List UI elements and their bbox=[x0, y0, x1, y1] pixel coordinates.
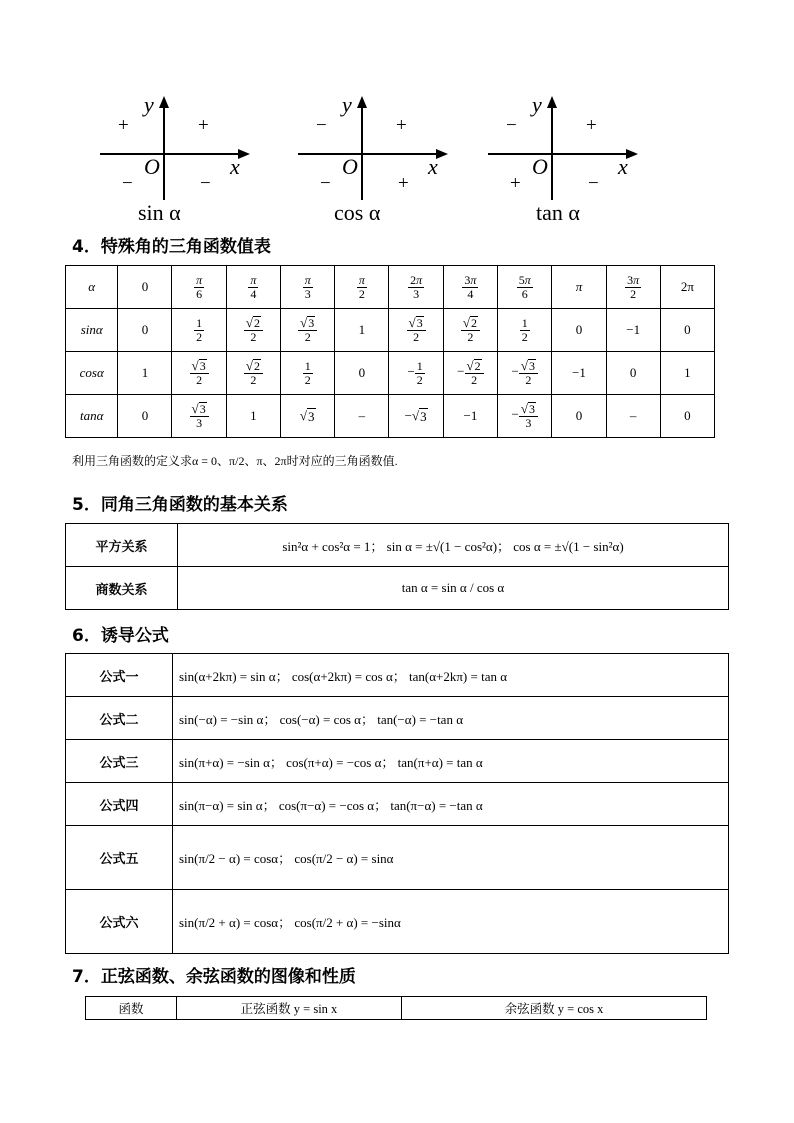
formula-content: sin(−α) = −sin α； cos(−α) = cos α； tan(−α) = −tan α bbox=[173, 697, 729, 740]
table-cell: −1 bbox=[606, 309, 660, 352]
table-cell: − √ 3 3 bbox=[498, 395, 552, 438]
table-cell: √ 3 2 bbox=[389, 309, 443, 352]
angle-5pi-6: $\frac{5\pi}{6}$ bbox=[498, 266, 552, 309]
diagram-title: cos α bbox=[334, 200, 381, 225]
table-cell: √ 2 2 bbox=[226, 309, 280, 352]
cos-sign-diagram bbox=[296, 92, 456, 232]
relations-table bbox=[65, 523, 729, 610]
square-relation-formula: sin²α + cos²α = 1； sin α = ±√(1 − cos²α)； cos α = ±√(1 − sin²α) bbox=[178, 524, 729, 567]
table-cell: 0 bbox=[118, 309, 172, 352]
special-angles-table bbox=[65, 265, 715, 438]
origin-label: O bbox=[144, 154, 160, 179]
table-row bbox=[66, 783, 729, 826]
angle-pi-4: $\frac{\pi}{4}$ bbox=[226, 266, 280, 309]
table-cell: − √ 3 bbox=[389, 395, 443, 438]
row-label-cos: cosα bbox=[66, 352, 118, 395]
angle-3pi-4: $\frac{3\pi}{4}$ bbox=[443, 266, 497, 309]
formula-label: 公式二 bbox=[66, 697, 173, 740]
table-cell: 0 bbox=[335, 352, 389, 395]
table-cell: √ 2 2 bbox=[226, 352, 280, 395]
table-cell: 1 bbox=[335, 309, 389, 352]
row-label-sin: sinα bbox=[66, 309, 118, 352]
origin-label: O bbox=[342, 154, 358, 179]
tan-sign-diagram bbox=[486, 92, 646, 232]
table-cell: −1 bbox=[443, 395, 497, 438]
table-cell: √ 3 2 bbox=[172, 352, 226, 395]
table-row bbox=[66, 826, 729, 890]
table-cell: $\frac{1}{2}$ bbox=[281, 352, 335, 395]
quotient-relation-label: 商数关系 bbox=[66, 567, 178, 610]
formula-content: sin(α+2kπ) = sin α； cos(α+2kπ) = cos α； tan(α+2kπ) = tan α bbox=[173, 654, 729, 697]
column-header-function: 函数 bbox=[86, 997, 177, 1020]
angle-3pi-2: $\frac{3\pi}{2}$ bbox=[606, 266, 660, 309]
quadrant-2-sign: − bbox=[316, 115, 327, 136]
table-cell: √ 3 2 bbox=[281, 309, 335, 352]
note-text: 利用三角函数的定义求α = 0、π/2、π、2π时对应的三角函数值. bbox=[72, 454, 398, 468]
table-cell: 0 bbox=[552, 309, 606, 352]
quadrant-4-sign: + bbox=[398, 173, 409, 194]
table-cell: 0 bbox=[660, 309, 714, 352]
section-7-title: 7．正弦函数、余弦函数的图像和性质 bbox=[72, 967, 356, 987]
table-row bbox=[86, 997, 707, 1020]
angle-pi-3: $\frac{\pi}{3}$ bbox=[281, 266, 335, 309]
table-row bbox=[66, 395, 715, 438]
quadrant-4-sign: − bbox=[588, 173, 599, 194]
formula-label: 公式六 bbox=[66, 890, 173, 954]
section-5-title: 5．同角三角函数的基本关系 bbox=[72, 495, 288, 515]
table-cell: − √ 2 2 bbox=[443, 352, 497, 395]
table-row bbox=[66, 654, 729, 697]
quadrant-3-sign: − bbox=[122, 173, 133, 194]
y-axis-label: y bbox=[144, 92, 154, 117]
angle-0: 0 bbox=[118, 266, 172, 309]
table-row bbox=[66, 352, 715, 395]
section-6-title: 6．诱导公式 bbox=[72, 626, 169, 646]
table-cell: 0 bbox=[118, 395, 172, 438]
origin-label: O bbox=[532, 154, 548, 179]
angle-pi: π bbox=[552, 266, 606, 309]
table-cell: − √ 3 2 bbox=[498, 352, 552, 395]
table-cell: √ 2 2 bbox=[443, 309, 497, 352]
section-4-title: 4．特殊角的三角函数值表 bbox=[72, 237, 271, 257]
quadrant-2-sign: + bbox=[118, 115, 129, 136]
angle-2pi: 2π bbox=[660, 266, 714, 309]
y-axis-label: y bbox=[532, 92, 542, 117]
formula-label: 公式三 bbox=[66, 740, 173, 783]
table-cell: 0 bbox=[606, 352, 660, 395]
table-cell: 1 bbox=[660, 352, 714, 395]
x-axis-label: x bbox=[230, 154, 240, 179]
formula-content: sin(π+α) = −sin α； cos(π+α) = −cos α； tan(π+α) = tan α bbox=[173, 740, 729, 783]
quadrant-3-sign: − bbox=[320, 173, 331, 194]
alpha-header: α bbox=[66, 266, 118, 309]
table-cell: $\frac{1}{2}$ bbox=[172, 309, 226, 352]
table-row bbox=[66, 697, 729, 740]
quadrant-1-sign: + bbox=[396, 115, 407, 136]
table-cell: 0 bbox=[660, 395, 714, 438]
formula-content: sin(π/2 − α) = cosα； cos(π/2 − α) = sinα bbox=[173, 826, 729, 890]
table-cell: 1 bbox=[118, 352, 172, 395]
table-row bbox=[66, 524, 729, 567]
table-cell: 0 bbox=[552, 395, 606, 438]
diagram-title: tan α bbox=[536, 200, 580, 225]
column-header-sine: 正弦函数 y = sin x bbox=[177, 997, 402, 1020]
function-properties-table bbox=[85, 996, 707, 1020]
x-axis-label: x bbox=[428, 154, 438, 179]
formula-label: 公式四 bbox=[66, 783, 173, 826]
table-cell: – bbox=[606, 395, 660, 438]
angle-2pi-3: $\frac{2\pi}{3}$ bbox=[389, 266, 443, 309]
quadrant-1-sign: + bbox=[586, 115, 597, 136]
table-row bbox=[66, 890, 729, 954]
table-cell: $\frac{1}{2}$ bbox=[498, 309, 552, 352]
x-axis-label: x bbox=[618, 154, 628, 179]
quotient-relation-formula: tan α = sin α / cos α bbox=[178, 567, 729, 610]
square-relation-label: 平方关系 bbox=[66, 524, 178, 567]
table-cell: – bbox=[335, 395, 389, 438]
formula-label: 公式一 bbox=[66, 654, 173, 697]
column-header-cosine: 余弦函数 y = cos x bbox=[402, 997, 707, 1020]
table-row bbox=[66, 266, 715, 309]
table-cell: √ 3 bbox=[281, 395, 335, 438]
y-axis-label: y bbox=[342, 92, 352, 117]
diagram-title: sin α bbox=[138, 200, 181, 225]
table-row bbox=[66, 567, 729, 610]
angle-pi-2: $\frac{\pi}{2}$ bbox=[335, 266, 389, 309]
quadrant-3-sign: + bbox=[510, 173, 521, 194]
quadrant-2-sign: − bbox=[506, 115, 517, 136]
induction-formulas-table bbox=[65, 653, 729, 954]
table-cell: −1 bbox=[552, 352, 606, 395]
formula-label: 公式五 bbox=[66, 826, 173, 890]
quadrant-4-sign: − bbox=[200, 173, 211, 194]
quadrant-1-sign: + bbox=[198, 115, 209, 136]
formula-content: sin(π/2 + α) = cosα； cos(π/2 + α) = −sinα bbox=[173, 890, 729, 954]
table-cell: 1 bbox=[226, 395, 280, 438]
formula-content: sin(π−α) = sin α； cos(π−α) = −cos α； tan(π−α) = −tan α bbox=[173, 783, 729, 826]
row-label-tan: tanα bbox=[66, 395, 118, 438]
table-cell: − $\frac{1}{2}$ bbox=[389, 352, 443, 395]
table-row bbox=[66, 740, 729, 783]
angle-pi-6: $\frac{\pi}{6}$ bbox=[172, 266, 226, 309]
table-cell: √ 3 3 bbox=[172, 395, 226, 438]
table-row bbox=[66, 309, 715, 352]
sin-sign-diagram bbox=[98, 92, 258, 232]
